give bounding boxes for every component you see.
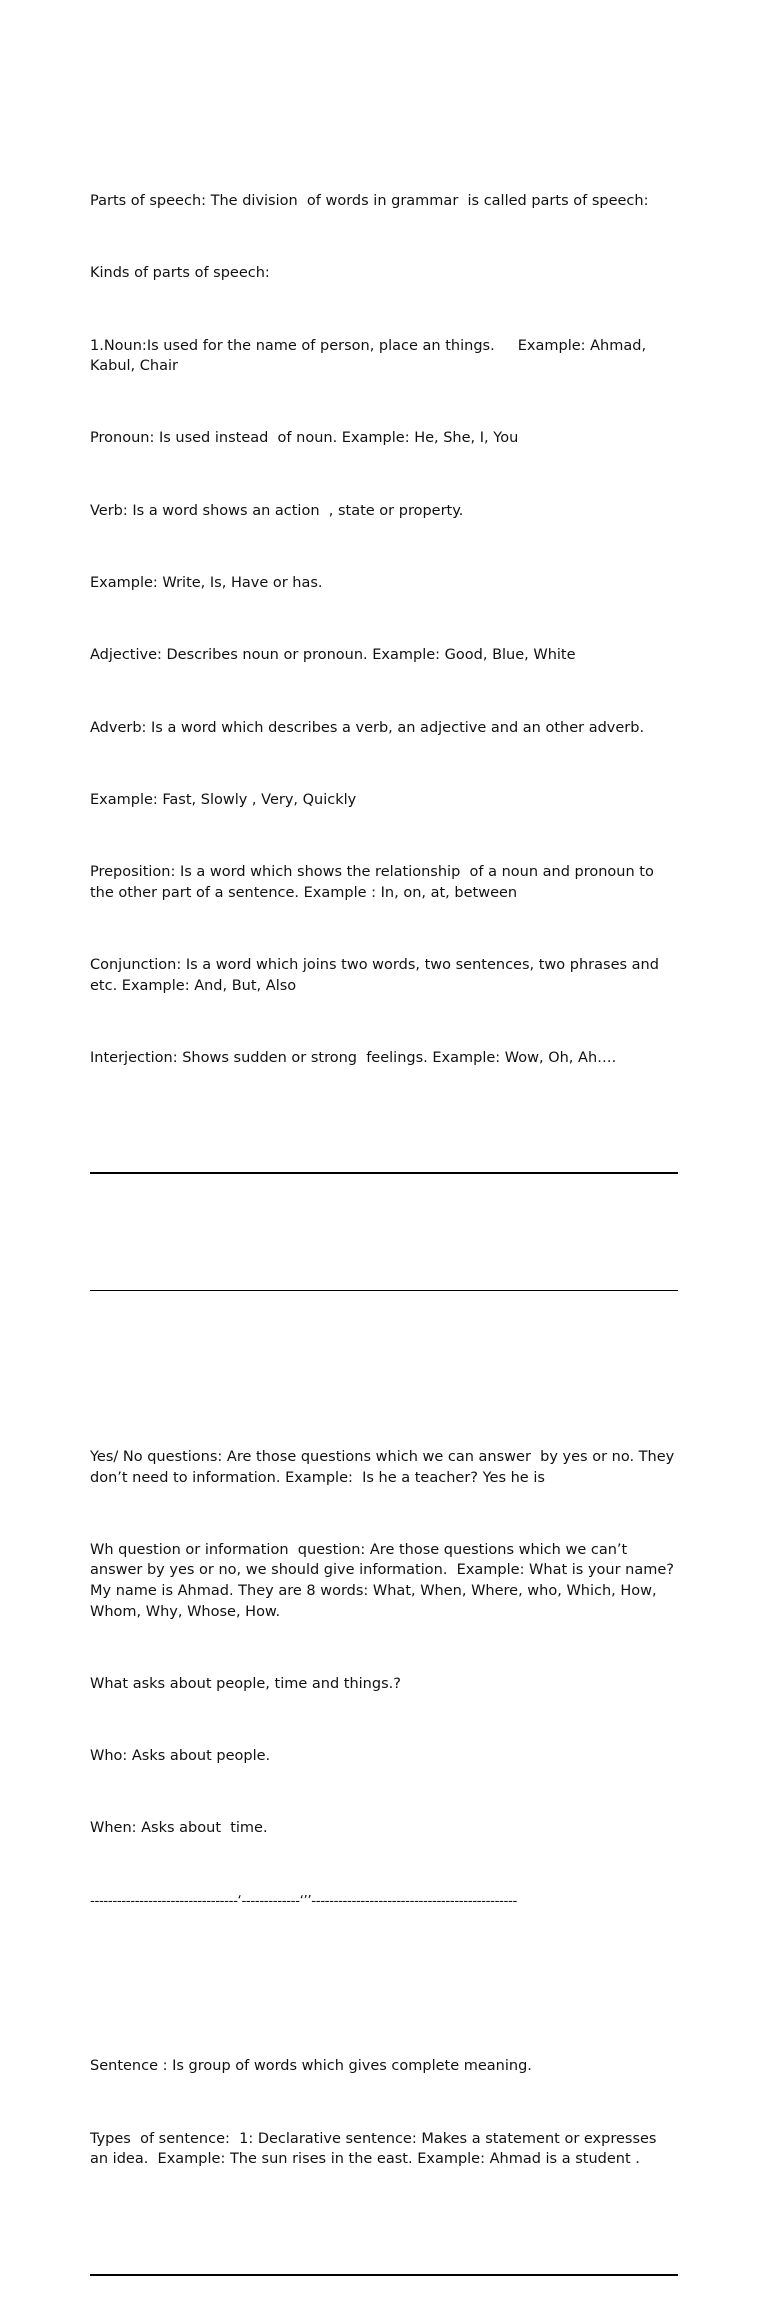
paragraph-adjective: Adjective: Describes noun or pronoun. Example: Good, Blue, White [90,647,576,664]
document-page [90,88,678,2317]
parts-of-speech-section [90,150,678,1111]
paragraph-interjection: Interjection: Shows sudden or strong feelings. Example: Wow, Oh, Ah…. [90,1049,617,1066]
paragraph-when: When: Asks about time. [90,1820,268,1837]
paragraph-preposition: Preposition: Is a word which shows the relationship of a noun and pronoun to the other part of a sentence. Example : In, on, at, between [90,864,659,901]
questions-section [90,1406,678,1954]
paragraph-pronoun: Pronoun: Is used instead of noun. Example: He, She, I, You [90,430,519,447]
paragraph-definition: Parts of speech: The division of words in grammar is called parts of speech: [90,192,649,209]
paragraph-kinds-heading: Kinds of parts of speech: [90,265,270,282]
sentence-section [90,2015,678,2212]
paragraph-adverb: Adverb: Is a word which describes a verb, an adjective and an other adverb. [90,719,645,736]
divider-thick [90,1172,678,1174]
paragraph-yes-no-questions: Yes/ No questions: Are those questions which we can answer by yes or no. They don’t need to information. Example: Is he a teacher? Yes he is [90,1448,679,1486]
paragraph-verb: Verb: Is a word shows an action , state or property. [90,502,464,519]
paragraph-who: Who: Asks about people. [90,1748,271,1765]
paragraph-sentence-definition: Sentence : Is group of words which gives complete meaning. [90,2058,532,2075]
paragraph-adverb-example: Example: Fast, Slowly , Very, Quickly [90,791,357,808]
paragraph-sentence-types: Types of sentence: 1: Declarative sentence: Makes a statement or expresses an idea. Example: The sun rises in the east. Example: Ahmad is a student . [90,2130,662,2168]
divider-thin [90,1290,678,1291]
divider-bottom [90,2274,678,2276]
paragraph-what: What asks about people, time and things.? [90,1675,401,1692]
dashed-separator: ---------------------------------‘-------------‘’’---------------------------------------------- [90,1892,517,1909]
paragraph-wh-questions: Wh question or information question: Are those questions which we can’t answer by yes or no, we should give information. Example: What is your name? My name is Ahmad. They are 8 words: What, When, Where, who, Which, How, Whom, Why, Whose, How. [90,1541,679,1620]
paragraph-verb-example: Example: Write, Is, Have or has. [90,574,323,591]
paragraph-conjunction: Conjunction: Is a word which joins two words, two sentences, two phrases and etc. Example: And, But, Also [90,956,664,994]
section-gap [90,1332,678,1344]
paragraph-noun: 1.Noun:Is used for the name of person, place an things. Example: Ahmad, Kabul, Chair [90,337,651,375]
divider-gap [90,1216,678,1249]
